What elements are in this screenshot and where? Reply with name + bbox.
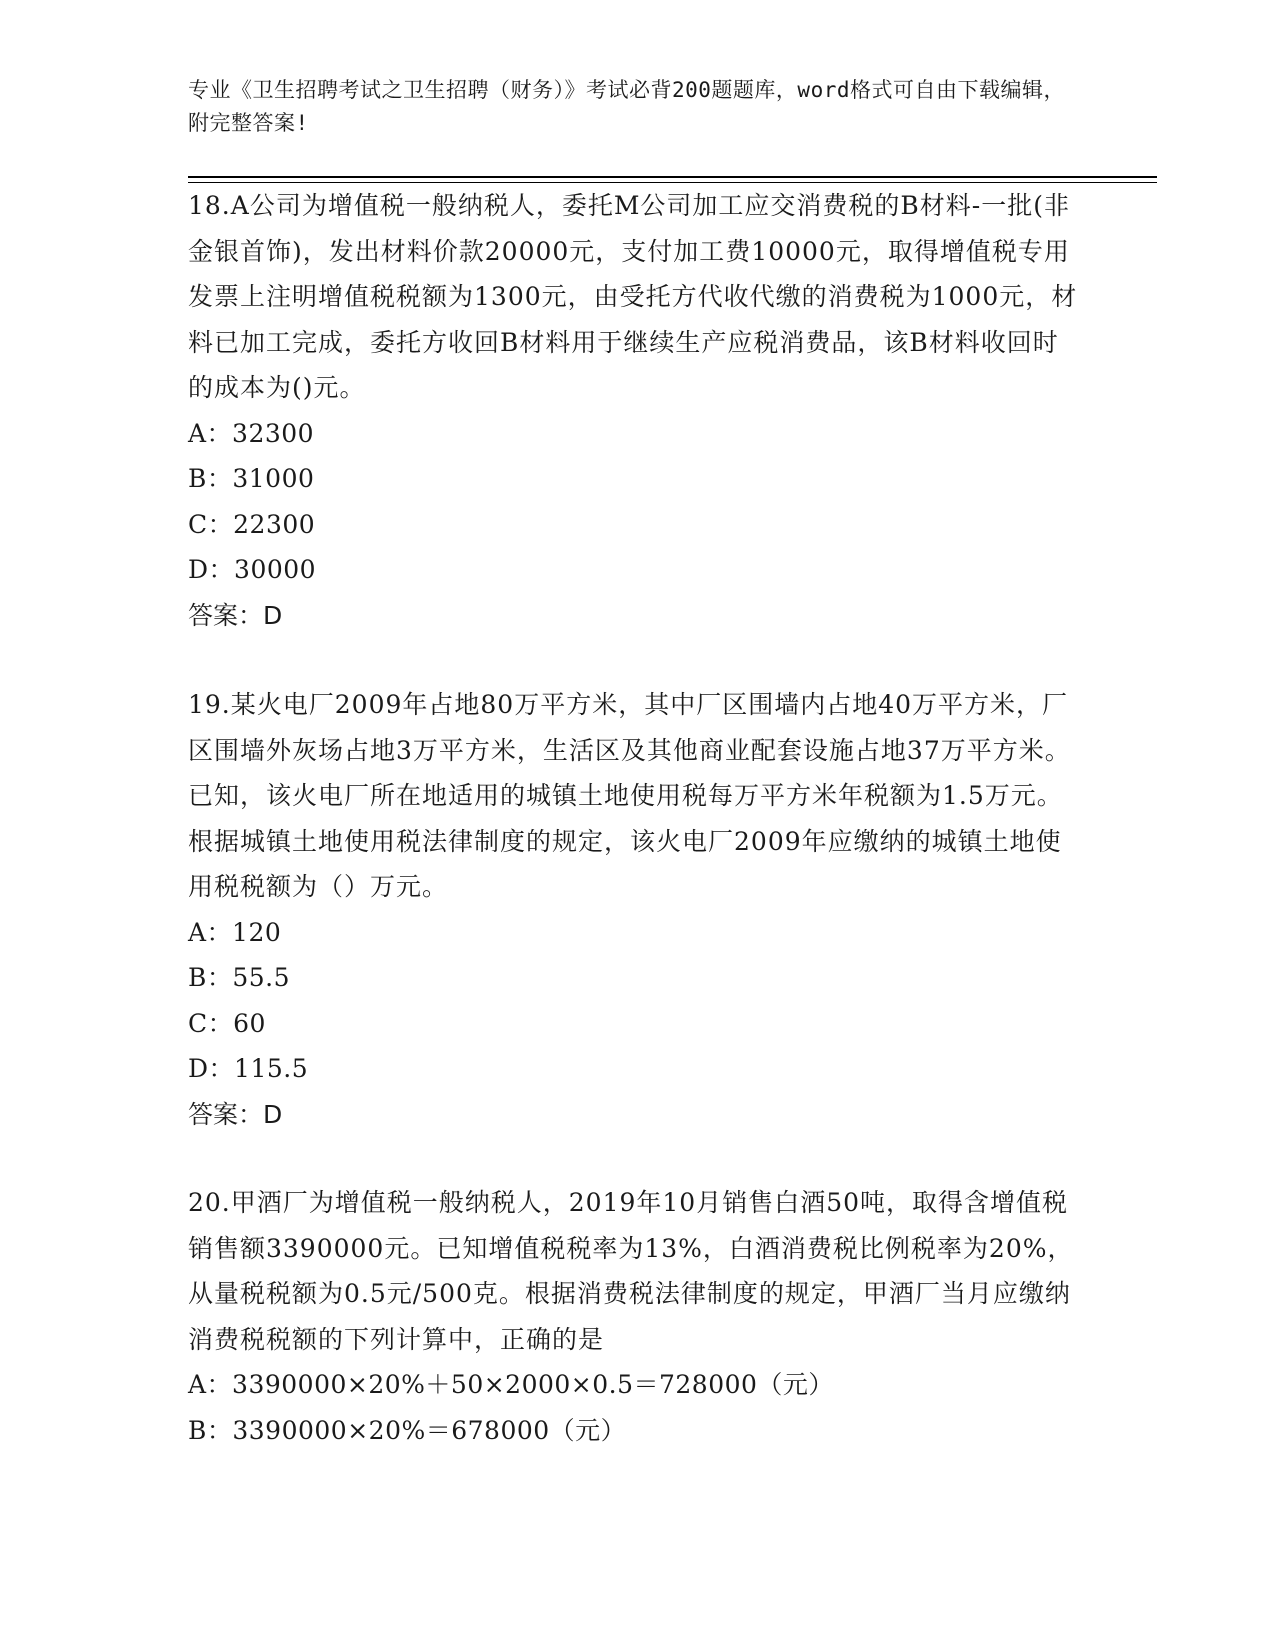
question-text: 20.甲酒厂为增值税一般纳税人，2019年10月销售白酒50吨，取得含增值税销售额3390000元。已知增值税税率为13%，白酒消费税比例税率为20%，从量税税额为0.5元/500克。根据消费税法律制度的规定，甲酒厂当月应缴纳消费税税额的下列计算中，正确的是	[188, 1188, 1074, 1354]
question-18	[188, 183, 1078, 638]
answer: 答案：D	[188, 1099, 283, 1129]
option-b: B：31000	[188, 464, 315, 493]
question-text: 18.A公司为增值税一般纳税人，委托M公司加工应交消费税的B材料-一批(非金银首饰)，发出材料价款20000元，支付加工费10000元，取得增值税专用发票上注明增值税税额为1300元，由受托方代收代缴的消费税为1000元，材料已加工完成，委托方收回B材料用于继续生产应税消费品，该B材料收回时的成本为()元。	[188, 191, 1078, 402]
option-c: C：22300	[188, 509, 316, 539]
answer: 答案：D	[188, 600, 283, 630]
question-20	[188, 1180, 1078, 1453]
option-c: C：60	[188, 1008, 266, 1038]
document-header: 专业《卫生招聘考试之卫生招聘（财务）》考试必背200题题库，word格式可自由下载编辑，附完整答案!	[188, 78, 1065, 135]
option-d: D：30000	[188, 555, 317, 584]
option-b: B：3390000×20%＝678000（元）	[188, 1415, 627, 1445]
option-a: A：3390000×20%＋50×2000×0.5＝728000（元）	[188, 1370, 834, 1399]
header-divider-thick	[188, 176, 1157, 178]
option-a: A：120	[188, 917, 282, 947]
option-b: B：55.5	[188, 963, 291, 992]
question-text: 19.某火电厂2009年占地80万平方米，其中厂区围墙内占地40万平方米，厂区围墙外灰场占地3万平方米，生活区及其他商业配套设施占地37万平方米。已知，该火电厂所在地适用的城镇土地使用税每万平方米年税额为1.5万元。根据城镇土地使用税法律制度的规定，该火电厂2009年应缴纳的城镇土地使用税税额为（）万元。	[188, 690, 1071, 901]
option-a: A：32300	[188, 418, 315, 448]
question-19	[188, 682, 1078, 1137]
option-d: D：115.5	[188, 1054, 309, 1083]
